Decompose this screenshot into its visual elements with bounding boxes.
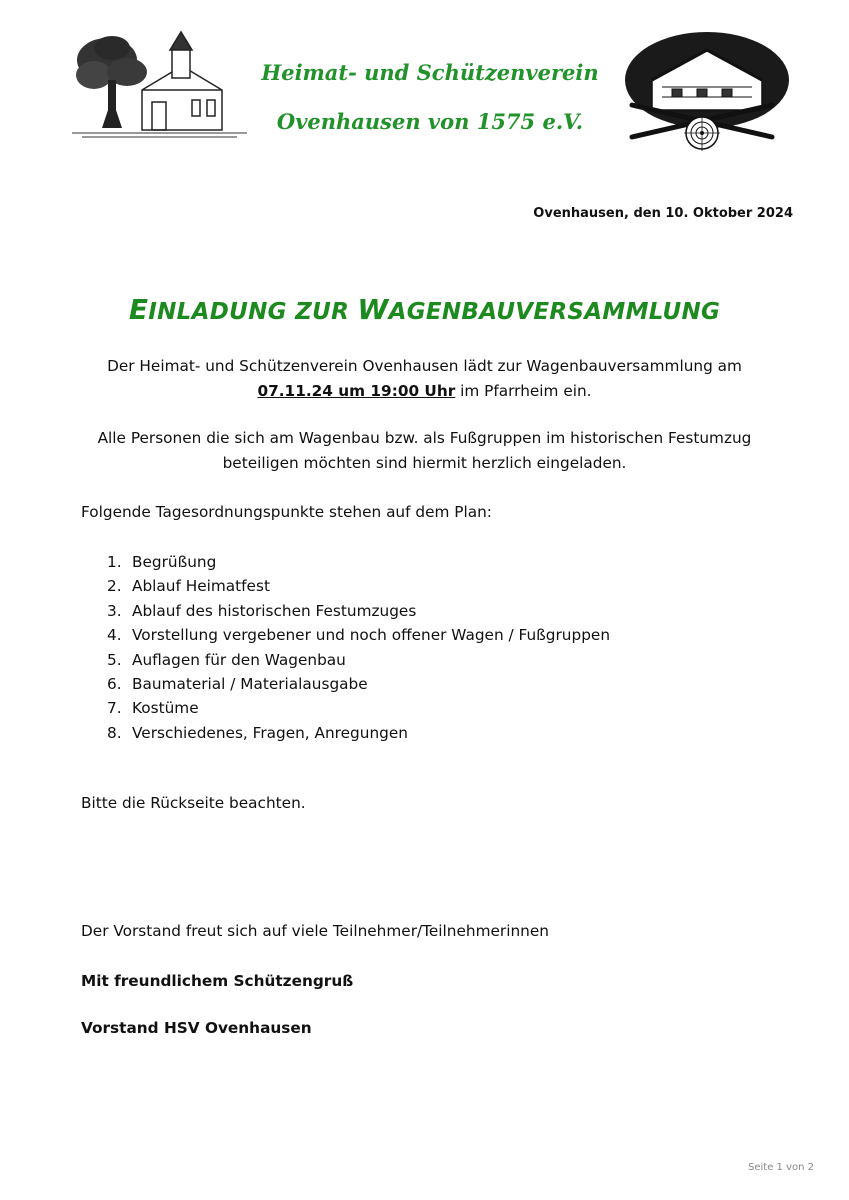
item-number: 8. — [107, 723, 122, 742]
greeting: Mit freundlichem Schützengruß — [81, 972, 354, 990]
back-note: Bitte die Rückseite beachten. — [81, 794, 306, 812]
board-message: Der Vorstand freut sich auf viele Teilnehmer/Teilnehmerinnen — [81, 922, 549, 940]
agenda-intro: Folgende Tagesordnungspunkte stehen auf dem Plan: — [81, 503, 492, 521]
list-item — [107, 721, 610, 745]
house-rifles-target-icon — [612, 25, 792, 155]
meeting-datetime: 07.11.24 um 19:00 Uhr — [257, 382, 456, 400]
page-number: Seite 1 von 2 — [748, 1162, 814, 1173]
list-item — [107, 599, 610, 623]
list-item — [107, 672, 610, 696]
document-title — [0, 293, 849, 326]
title-initial-w: W — [357, 293, 389, 326]
title-part2: AGENBAUVERSAMMLUNG — [388, 299, 721, 325]
list-item — [107, 696, 610, 720]
item-text: Ablauf des historischen Festumzuges — [132, 601, 417, 620]
intro-paragraph — [80, 354, 769, 404]
club-emblem — [612, 25, 792, 155]
item-number: 2. — [107, 577, 122, 596]
church-logo — [72, 30, 247, 140]
item-text: Vorstellung vergebener und noch offener Wagen / Fußgruppen — [132, 626, 611, 645]
item-number: 7. — [107, 699, 122, 718]
item-text: Begrüßung — [132, 553, 217, 571]
list-item — [107, 550, 610, 574]
list-item — [107, 623, 610, 647]
item-number: 5. — [107, 650, 122, 669]
item-text: Ablauf Heimatfest — [132, 577, 270, 596]
intro-location: im Pfarrheim ein. — [455, 382, 592, 400]
list-item — [107, 574, 610, 598]
item-number: 3. — [107, 601, 122, 620]
item-text: Kostüme — [132, 699, 199, 718]
item-text: Baumaterial / Materialausgabe — [132, 675, 368, 694]
club-name-line1: Heimat- und Schützenverein — [261, 60, 599, 85]
church-tree-icon — [72, 30, 247, 140]
intro-line1: Der Heimat- und Schützenverein Ovenhausen lädt zur Wagenbauversammlung am — [107, 357, 742, 375]
title-part1: INLADUNG ZUR — [148, 299, 358, 325]
letter-date: Ovenhausen, den 10. Oktober 2024 — [533, 206, 793, 221]
agenda-list — [107, 550, 610, 745]
item-text: Auflagen für den Wagenbau — [132, 650, 346, 669]
list-item — [107, 648, 610, 672]
title-initial-e: E — [128, 293, 149, 326]
club-name-line2: Ovenhausen von 1575 e.V. — [276, 109, 584, 134]
item-text: Verschiedenes, Fragen, Anregungen — [132, 723, 408, 742]
signature: Vorstand HSV Ovenhausen — [81, 1019, 312, 1037]
item-number: 4. — [107, 626, 122, 645]
item-number: 6. — [107, 675, 122, 694]
invite-paragraph: Alle Personen die sich am Wagenbau bzw. als Fußgruppen im historischen Festumzug beteiligen möchten sind hiermit herzlich eingeladen. — [97, 429, 752, 472]
item-number: 1. — [107, 553, 122, 571]
